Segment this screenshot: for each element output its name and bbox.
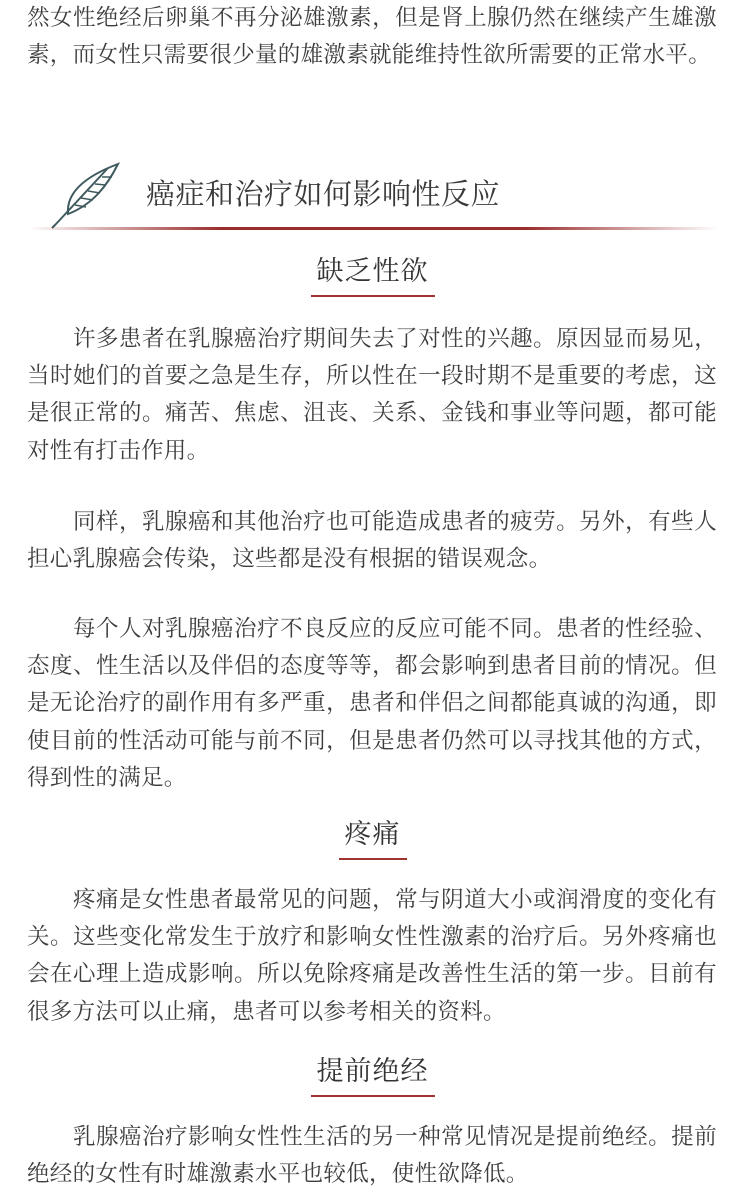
- subheading-underline: [311, 1095, 435, 1097]
- pain-paragraph-1: 疼痛是女性患者最常见的问题，常与阴道大小或润滑度的变化有关。这些变化常发生于放疗和影响女性性激素的治疗后。另外疼痛也会在心理上造成影响。所以免除疼痛是改善性生活的第一步。目前有很多方法可以止痛，患者可以参考相关的资料。: [27, 887, 717, 1025]
- low-desire-paragraph-1: 许多患者在乳腺癌治疗期间失去了对性的兴趣。原因显而易见，当时她们的首要之急是生存，所以性在一段时期不是重要的考虑，这是很正常的。痛苦、焦虑、沮丧、关系、金钱和事业等问题，都可能对性有打击作用。: [27, 326, 717, 464]
- section-divider: [28, 227, 718, 230]
- feather-quill-icon: [48, 158, 124, 230]
- subheading-underline: [311, 295, 435, 297]
- subheading-title: 缺乏性欲: [316, 256, 429, 287]
- early-menopause-paragraph-1: 乳腺癌治疗影响女性性生活的另一种常见情况是提前绝经。提前绝经的女性有时雄激素水平也较低，使性欲降低。: [27, 1124, 717, 1188]
- subheading-title: 提前绝经: [316, 1056, 429, 1087]
- low-desire-paragraph-2: 同样，乳腺癌和其他治疗也可能造成患者的疲劳。另外，有些人担心乳腺癌会传染，这些都是没有根据的错误观念。: [27, 509, 717, 573]
- subheading-underline: [339, 858, 407, 860]
- section-header: [0, 150, 745, 236]
- intro-paragraph: 然女性绝经后卵巢不再分泌雄激素，但是肾上腺仍然在继续产生雄激素，而女性只需要很少量的雄激素就能维持性欲所需要的正常水平。: [27, 5, 717, 69]
- subheading-early-menopause: [0, 1053, 745, 1091]
- low-desire-paragraph-3: 每个人对乳腺癌治疗不良反应的反应可能不同。患者的性经验、态度、性生活以及伴侣的态度等等，都会影响到患者目前的情况。但是无论治疗的副作用有多严重，患者和伴侣之间都能真诚的沟通，即使目前的性活动可能与前不同，但是患者仍然可以寻找其他的方式，得到性的满足。: [27, 616, 717, 791]
- subheading-title: 疼痛: [344, 819, 401, 850]
- subheading-low-desire: [0, 253, 745, 291]
- subheading-pain: [0, 816, 745, 854]
- section-title: 癌症和治疗如何影响性反应: [146, 177, 501, 211]
